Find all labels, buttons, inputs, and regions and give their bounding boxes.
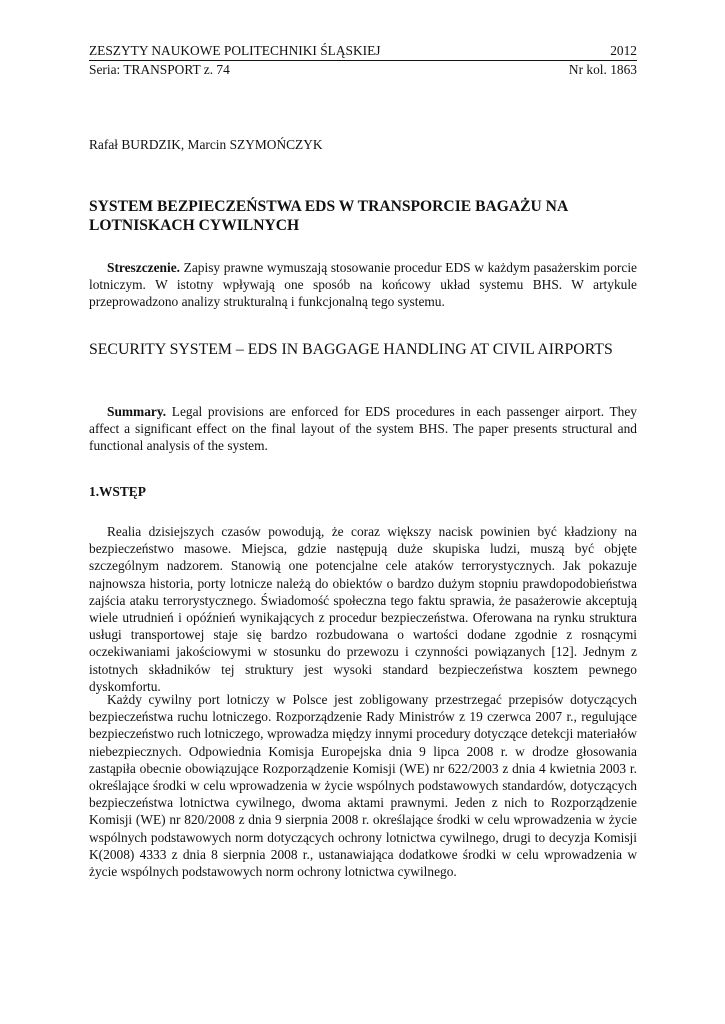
- abstract-en-text: Legal provisions are enforced for EDS procedures in each passenger airport. They affect a significant effect on the final layout of the system BHS. The paper presents structural and functional analysis of the system.: [89, 404, 637, 454]
- journal-year: 2012: [610, 43, 637, 58]
- body-paragraph-1: Realia dzisiejszych czasów powodują, że coraz większy nacisk powinien być kładziony na bezpieczeństwo masowe. Miejsca, gdzie następują duże skupiska ludzi, muszą być objęte szczególnym nadzorem. Stanowią one potencjalne cele ataków terrorystycznych. Jak pokazuje najnowsza historia, porty lotnicze należą do obiektów o bardzo dużym stopniu prawdopodobieństwa zajścia ataku terrorystycznego. Świadomość społeczna tego faktu sprawia, że pasażerowie akceptują wiele utrudnień i opóźnień wynikających z procedur bezpieczeństwa. Oferowana na rynku struktura usługi transportowej staje się bardzo rozbudowana o wartości dodane zgodnie z rosnącymi oczekiwaniami jakościowymi w stosunku do przewozu i czynności powiązanych [12]. Jednym z istotnych składników tej struktury jest wysoki standard bezpieczeństwa kosztem pewnego dyskomfortu.: [89, 524, 637, 694]
- issue-number: Nr kol. 1863: [568, 62, 637, 77]
- abstract-pl-text: Zapisy prawne wymuszają stosowanie procedur EDS w każdym pasażerskim porcie lotniczym. W istotny wpływają one sposób na końcowy układ systemu BHS. W artykule przeprowadzono analizy strukturalną i funkcjonalną tego systemu.: [89, 260, 637, 310]
- series-line: [89, 62, 637, 78]
- title-english: SECURITY SYSTEM – EDS IN BAGGAGE HANDLING AT CIVIL AIRPORTS: [89, 341, 613, 358]
- section-heading: 1.WSTĘP: [89, 484, 146, 499]
- abstract-english: [89, 403, 637, 455]
- abstract-polish: [89, 259, 637, 311]
- journal-name: ZESZYTY NAUKOWE POLITECHNIKI ŚLĄSKIEJ: [89, 43, 381, 58]
- body-paragraph-2: Każdy cywilny port lotniczy w Polsce jest zobligowany przestrzegać przepisów dotyczących bezpieczeństwa ruchu lotniczego. Rozporządzenie Rady Ministrów z 19 czerwca 2007 r., regulujące bezpieczeństwo ruch lotniczego, wprowadza między innymi procedury dotyczące detekcji materiałów niebezpiecznych. Odpowiednia Komisja Europejska dnia 9 lipca 2008 r. w drodze głosowania zastąpiła obecnie obowiązujące Rozporządzenie Komisji (WE) nr 622/2003 z dnia 4 kwietnia 2003 r. określające środki w celu wprowadzenia w życie wspólnych podstawowych standardów, dotyczących bezpieczeństwa lotnictwa cywilnego, dwoma aktami prawnymi. Jeden z nich to Rozporządzenie Komisji (WE) nr 820/2008 z dnia 9 sierpnia 2008 r. określające środki w celu wprowadzenia w życie wspólnych podstawowych norm dotyczących ochrony lotnictwa cywilnego, drugi to decyzja Komisji K(2008) 4333 z dnia 8 sierpnia 2008 r., ustanawiająca dodatkowe środki w celu wprowadzenia w życie wspólnych podstawowych norm ochrony lotnictwa cywilnego.: [89, 692, 637, 880]
- abstract-en-label: Summary.: [107, 404, 167, 419]
- title-polish: SYSTEM BEZPIECZEŃSTWA EDS W TRANSPORCIE BAGAŻU NA LOTNISKACH CYWILNYCH: [89, 198, 568, 234]
- authors: Rafał BURDZIK, Marcin SZYMOŃCZYK: [89, 137, 323, 152]
- series-info: Seria: TRANSPORT z. 74: [89, 62, 230, 77]
- abstract-pl-label: Streszczenie.: [107, 260, 180, 275]
- running-header: [89, 43, 637, 61]
